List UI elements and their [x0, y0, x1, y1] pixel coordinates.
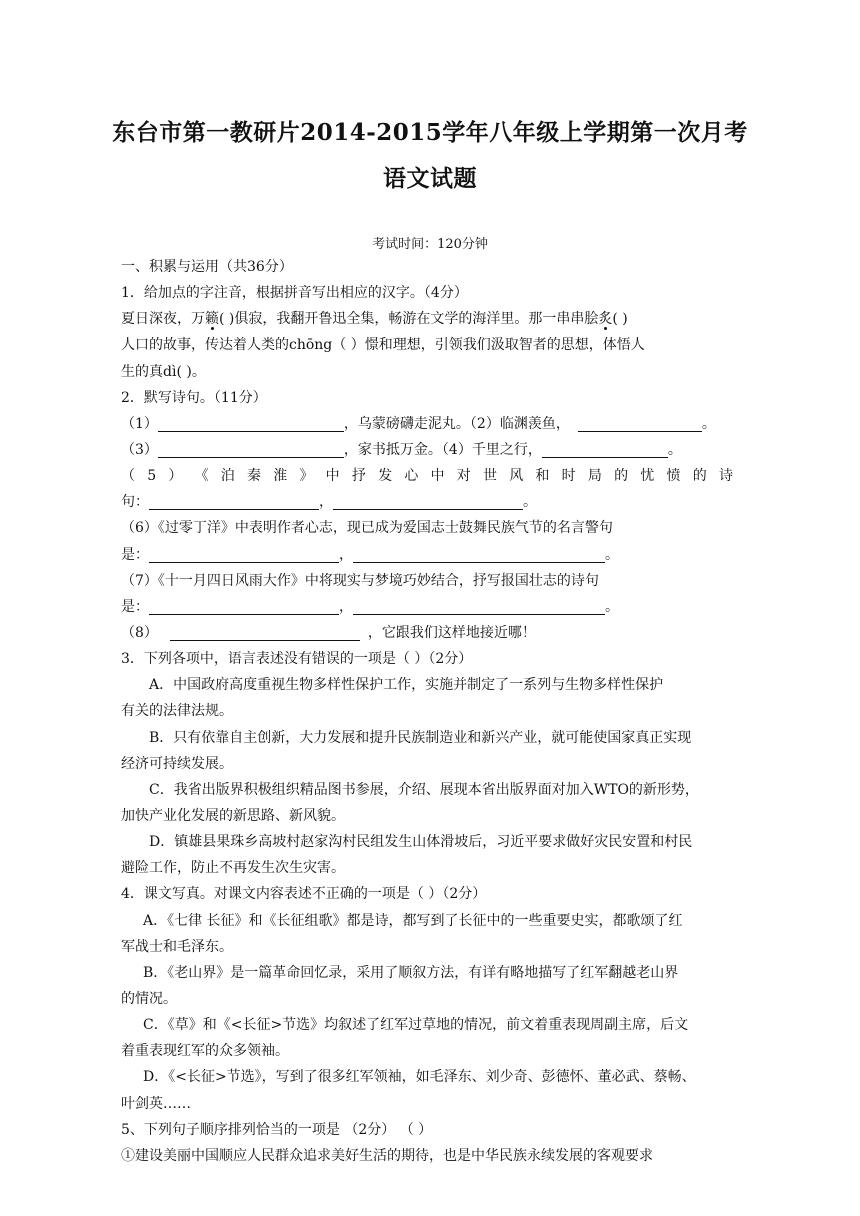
- part-text: 是：: [121, 546, 149, 563]
- q4-option-a: A．《七律 长征》和《长征组歌》都是诗，都写到了长征中的一些重要史实，都歌颂了红: [143, 912, 683, 929]
- punct: 。: [605, 598, 619, 615]
- punct: 。: [523, 494, 537, 511]
- p5-char: （: [121, 468, 135, 485]
- q4-option-c-cont: 着重表现红军的众多领袖。: [121, 1043, 289, 1060]
- q4-option-c: C．《草》和《<长征>节选》均叙述了红军过草地的情况，前文着重表现周副主席，后文: [143, 1017, 689, 1034]
- q2-part7: （7）《十一月四日风雨大作》中将现实与梦境巧妙结合，抒写报国壮志的诗句: [121, 572, 599, 589]
- p5-char: 发: [378, 468, 393, 485]
- punct: 。: [667, 441, 682, 458]
- q3-option-b-cont: 经济可持续发展。: [121, 755, 233, 772]
- q4-option-d: D．《<长征>节选》，写到了很多红军领袖，如毛泽东、刘少奇、彭德怀、董必武、蔡畅、: [143, 1069, 696, 1086]
- part-number: （1）: [121, 415, 158, 432]
- q3-option-d: D．镇雄县果珠乡高坡村赵家沟村民组发生山体滑坡后，习近平要求做好灾民安置和村民: [149, 834, 693, 851]
- q3-option-a-cont: 有关的法律法规。: [121, 703, 233, 720]
- q5-sentence-1: ①建设美丽中国顺应人民群众追求美好生活的期待，也是中华民族永续发展的客观要求: [121, 1147, 653, 1164]
- p5-char: 时: [561, 468, 576, 485]
- punct: ，: [319, 494, 333, 511]
- q4-stem: 4．课文写真。对课文内容表述不正确的一项是（ ）（2分）: [121, 886, 487, 903]
- p5-char: 5: [147, 468, 157, 485]
- q4-option-a-cont: 军战士和毛泽东。: [121, 938, 233, 955]
- q2-part6: （6）《过零丁洋》中表明作者心志，现已成为爱国志士鼓舞民族气节的名言警句: [121, 520, 613, 537]
- exam-title: 东台市第一教研片2014-2015学年八年级上学期第一次月考: [112, 119, 748, 146]
- p5-char: 和: [535, 468, 550, 485]
- p5-char: 淮: [273, 468, 288, 485]
- q2-part3: [121, 437, 733, 463]
- dotted-char: 炙: [598, 311, 613, 328]
- p5-char: 中: [325, 468, 340, 485]
- q3-option-a: A．中国政府高度重视生物多样性保护工作，实施并制定了一系列与生物多样性保护: [149, 677, 664, 694]
- answer-blank[interactable]: [353, 546, 605, 563]
- q2-part6-line2: [121, 542, 733, 568]
- p5-char: 泊: [220, 468, 235, 485]
- p5-char: ）: [168, 468, 183, 485]
- q3-option-b: B．只有依靠自主创新，大力发展和提升民族制造业和新兴产业，就可能使国家真正实现: [149, 729, 692, 746]
- p5-char: 局: [587, 468, 602, 485]
- part-text: 是：: [121, 598, 149, 615]
- p5-char: 愤: [666, 468, 681, 485]
- part-text: ，家书抵万金。（4）千里之行，: [343, 441, 542, 458]
- p5-char: 心: [404, 468, 419, 485]
- exam-subtitle: 语文试题: [383, 165, 477, 192]
- q2-stem: 2．默写诗句。（11分）: [121, 389, 267, 406]
- q3-option-c-cont: 加快产业化发展的新思路、新风貌。: [121, 807, 345, 824]
- answer-blank[interactable]: [333, 493, 523, 510]
- answer-blank[interactable]: [158, 415, 344, 432]
- exam-body: [121, 254, 733, 1169]
- q3-option-c: C．我省出版界积极组织精品图书参展，介绍、展现本省出版界面对加入WTO的新形势，: [149, 781, 699, 798]
- part-text: ，它跟我们这样地接近哪！: [367, 624, 536, 641]
- punct: ，: [339, 598, 353, 615]
- q4-option-d-cont: 叶剑英……: [121, 1095, 191, 1112]
- part-number: （8）: [121, 624, 158, 641]
- q3-stem: 3．下列各项中，语言表述没有错误的一项是（ ）（2分）: [121, 651, 473, 668]
- p5-char: 抒: [351, 468, 366, 485]
- q1-text: ( )俱寂，我翻开鲁迅全集，畅游在文学的海洋里。那一串串脍: [219, 311, 599, 328]
- p5-char: 的: [614, 468, 629, 485]
- p5-char: 对: [456, 468, 471, 485]
- q2-part7-line2: [121, 594, 733, 620]
- q1-text: 夏日深夜，万: [121, 311, 205, 328]
- answer-blank[interactable]: [170, 624, 360, 641]
- q4-option-b: B．《老山界》是一篇革命回忆录，采用了顺叙方法，有详有略地描写了红军翻越老山界: [143, 964, 679, 981]
- p5-char: 》: [299, 468, 314, 485]
- answer-blank[interactable]: [542, 441, 668, 458]
- punct: 。: [701, 415, 716, 432]
- p5-char: 忧: [640, 468, 655, 485]
- exam-time: 考试时间：120分钟: [372, 237, 488, 252]
- punct: 。: [605, 546, 619, 563]
- q2-part5-line2: [121, 489, 733, 515]
- answer-blank[interactable]: [158, 441, 344, 458]
- q1-line1: [121, 306, 733, 332]
- answer-blank[interactable]: [149, 546, 339, 563]
- q1-line3: 生的真dì( )。: [121, 363, 206, 380]
- q1-text: ( ): [612, 311, 628, 328]
- p5-char: 风: [509, 468, 524, 485]
- q2-part1: [121, 411, 733, 437]
- p5-char: 中: [430, 468, 445, 485]
- answer-blank[interactable]: [149, 598, 339, 615]
- p5-char: 诗: [718, 468, 733, 485]
- section-heading: 一、积累与运用（共36分）: [121, 259, 293, 275]
- punct: ，: [339, 546, 353, 563]
- q3-option-d-cont: 避险工作，防止不再发生次生灾害。: [121, 860, 345, 877]
- q1-line2: 人口的故事，传达着人类的chōng（ ）憬和理想，引领我们汲取智者的思想，体悟人: [121, 337, 645, 354]
- q1-stem: 1．给加点的字注音，根据拼音写出相应的汉字。（4分）: [121, 285, 468, 302]
- part-number: （3）: [121, 441, 158, 458]
- part-text: 句：: [121, 494, 149, 511]
- p5-char: 的: [692, 468, 707, 485]
- q5-stem: 5、下列句子顺序排列恰当的一项是 （2分） （ ）: [121, 1121, 433, 1138]
- q2-part8: [121, 620, 733, 646]
- p5-char: 《: [194, 468, 209, 485]
- answer-blank[interactable]: [353, 598, 605, 615]
- p5-char: 秦: [247, 468, 262, 485]
- q2-part5: [121, 463, 733, 489]
- p5-char: 世: [482, 468, 497, 485]
- q4-option-b-cont: 的情况。: [121, 990, 177, 1007]
- answer-blank[interactable]: [578, 415, 702, 432]
- answer-blank[interactable]: [149, 493, 319, 510]
- part-text: ，乌蒙磅礴走泥丸。（2）临渊羡鱼，: [343, 415, 570, 432]
- dotted-char: 籁: [205, 311, 219, 328]
